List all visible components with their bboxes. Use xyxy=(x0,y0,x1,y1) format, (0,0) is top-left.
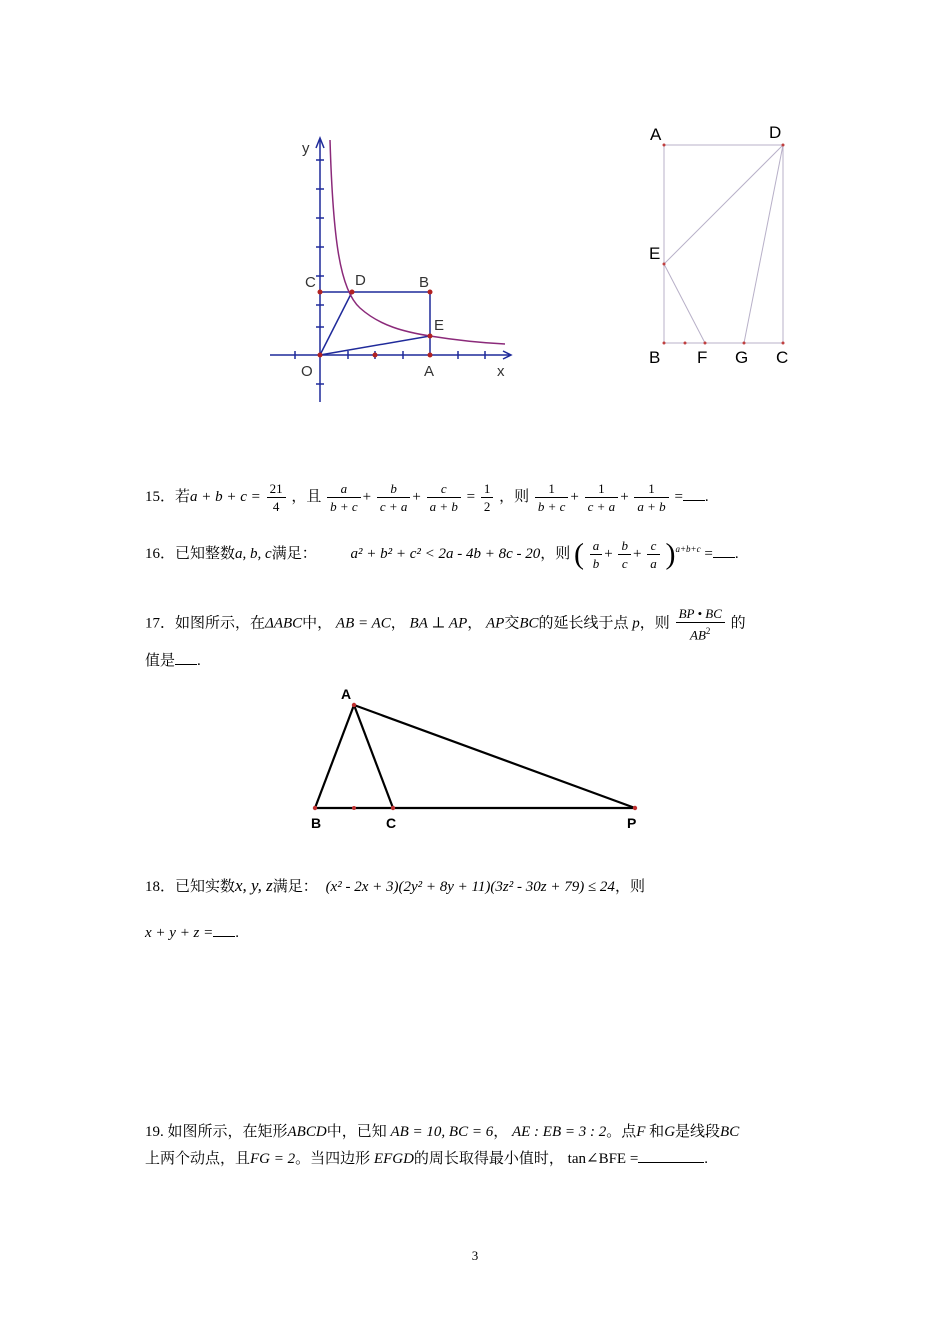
rect-label-D: D xyxy=(769,123,782,142)
label-E: E xyxy=(434,317,445,334)
triangle-figure xyxy=(305,683,650,833)
question-16: 16．已知整数a, b, c满足： a² + b² + c² < 2a - 4b + 8c - 20，则 ( $\frac{a}{b}$ + $\frac{b}{c}$ + $\frac{c}{a}$ )$^{a+b+c}$ = . xyxy=(145,537,739,571)
segment-OD xyxy=(320,292,352,355)
label-y: y xyxy=(302,140,310,157)
rect-label-C: C xyxy=(776,348,789,367)
question-17: 17．如图所示，在ΔABC中， AB = AC， BA ⊥ AP， AP交BC的延长线于点 p，则 $\frac{BP • BC}{AB^2}$ 的 xyxy=(145,606,746,643)
tri-label-P: P xyxy=(627,815,637,831)
tri-label-C: C xyxy=(386,815,397,831)
answer-blank xyxy=(638,1148,704,1163)
question-18: 18．已知实数x, y, z满足： (x² - 2x + 3)(2y² + 8y + 11)(3z² - 30z + 79) ≤ 24，则 xyxy=(145,876,645,895)
label-B: B xyxy=(419,274,430,291)
label-x: x xyxy=(497,363,505,380)
rect-label-F: F xyxy=(697,348,708,367)
question-17-line2: 值是 . xyxy=(145,650,201,671)
rect-label-E: E xyxy=(649,244,661,263)
rectangle-figure xyxy=(640,118,800,378)
tri-label-B: B xyxy=(311,815,322,831)
question-19-line2: 上两个动点，且FG = 2。当四边形 EFGD的周长取得最小值时， tan∠BFE = . xyxy=(145,1148,708,1169)
answer-blank xyxy=(213,922,235,937)
label-O: O xyxy=(301,363,313,380)
tri-label-A: A xyxy=(341,686,352,702)
hyperbola xyxy=(330,140,505,344)
rect-label-B: B xyxy=(649,348,661,367)
answer-blank xyxy=(175,650,197,665)
label-D: D xyxy=(355,272,366,289)
rect-label-A: A xyxy=(650,125,662,144)
question-18-line2: x + y + z = . xyxy=(145,922,239,943)
label-A: A xyxy=(424,363,435,380)
question-19: 19. 如图所示，在矩形ABCD中，已知 AB = 10, BC = 6， AE : EB = 3 : 2。点F 和G是线段BC xyxy=(145,1124,740,1140)
answer-blank xyxy=(713,543,735,558)
page-number: 3 xyxy=(471,1248,479,1263)
rect-label-G: G xyxy=(735,348,749,367)
answer-blank xyxy=(683,486,705,501)
question-15: 15．若a + b + c = $\frac{21}{4}$ ，且 $\frac{a}{b + c}$ + $\frac{b}{c + a}$ + $\frac{c}{a + b}$ = $\frac{1}{2}$ ，则 $\frac{1}{b + c}$ + $\frac{1}{c + a}$ + $\frac{1}{a + b}$ = . xyxy=(145,481,709,514)
graph-figure xyxy=(265,132,525,407)
label-C: C xyxy=(305,274,316,291)
